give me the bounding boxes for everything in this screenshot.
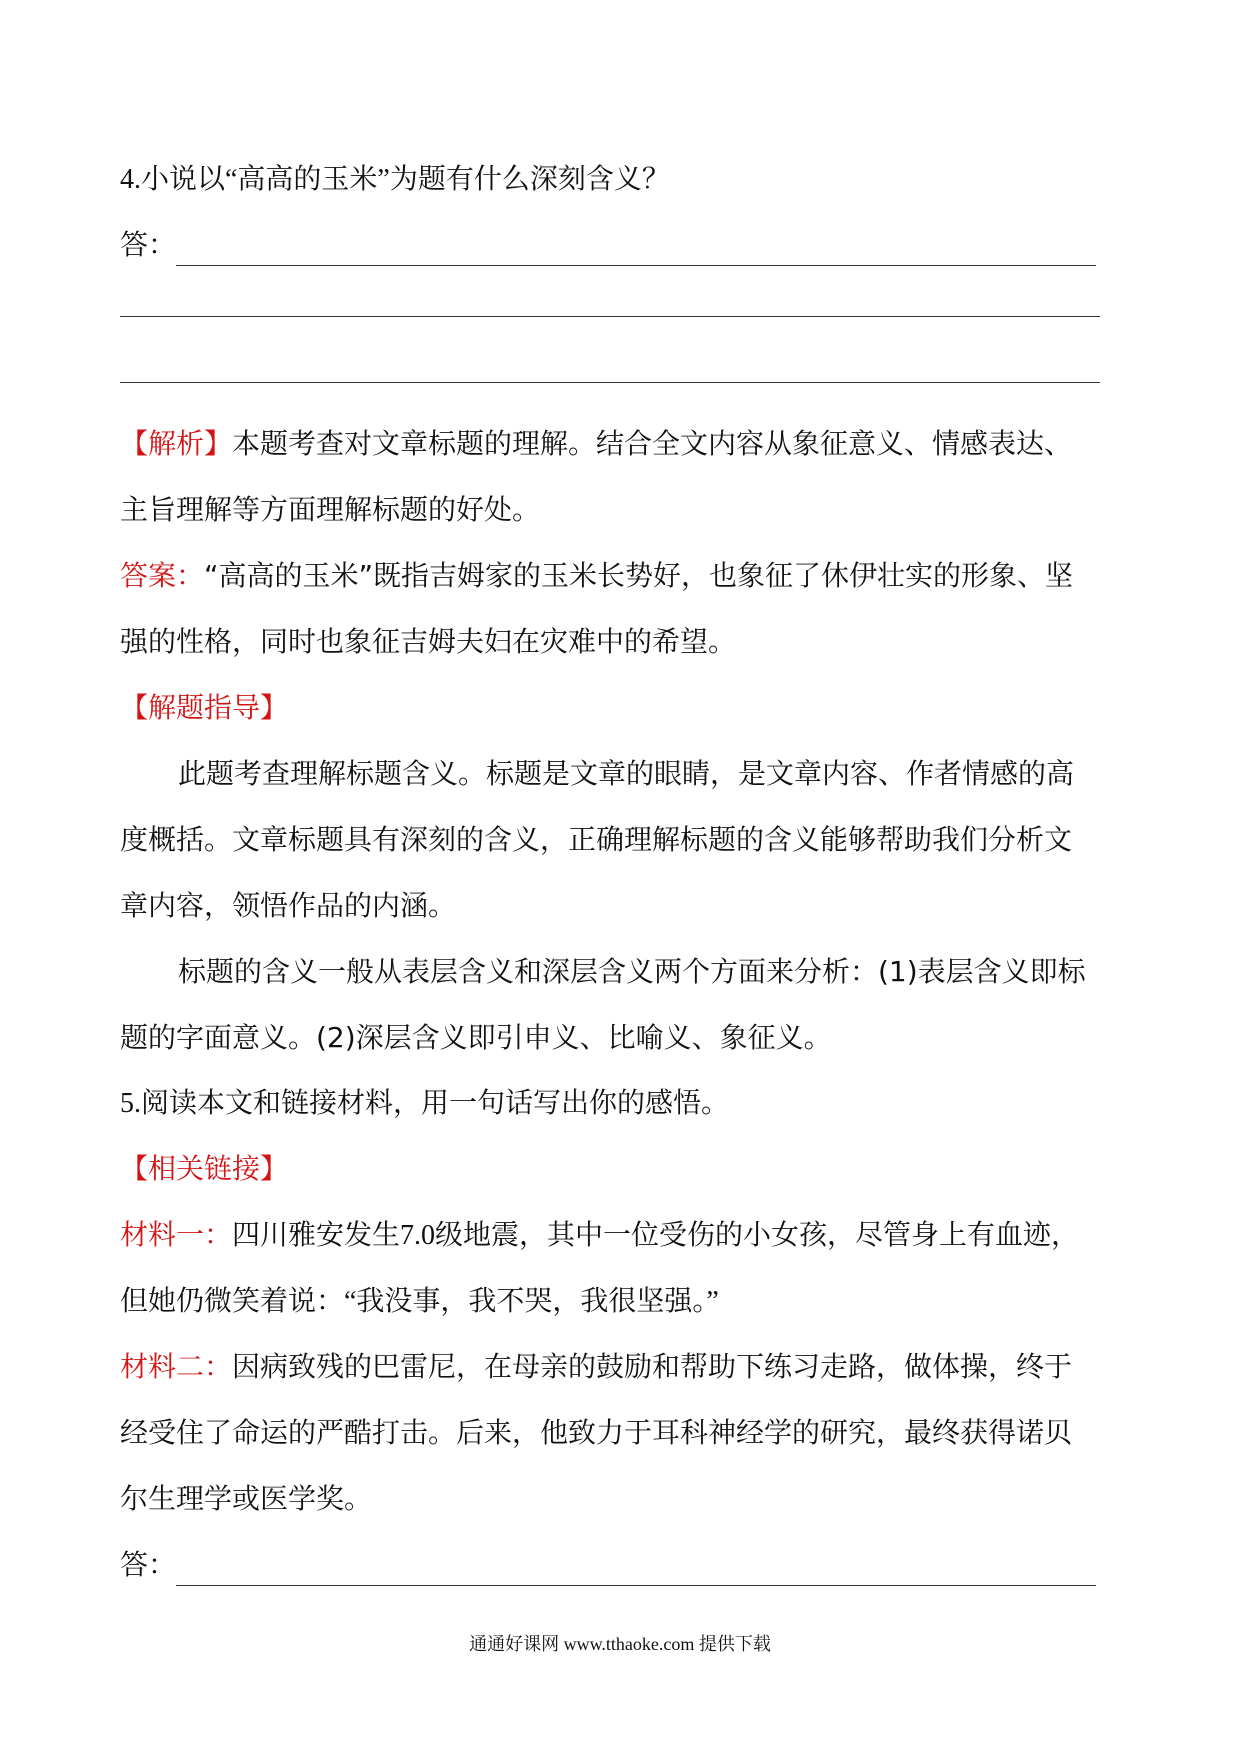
answer-text-line <box>120 556 1130 596</box>
guidance-paragraph-line: 此题考查理解标题含义。标题是文章的眼睛，是文章内容、作者情感的高 <box>178 757 1075 790</box>
answer-text-line: 强的性格，同时也象征吉姆夫妇在灾难中的希望。 <box>120 625 737 658</box>
question-4: 4.小说以“高高的玉米”为题有什么深刻含义？ <box>120 164 670 195</box>
question-5: 5.阅读本文和链接材料，用一句话写出你的感悟。 <box>120 1088 730 1119</box>
material-1-label: 材料一： <box>120 1220 233 1251</box>
guidance-paragraph-line: 题的字面意义。(2)深层含义即引申义、比喻义、象征义。 <box>120 1021 832 1054</box>
guidance-paragraph-line: 章内容，领悟作品的内涵。 <box>120 889 457 922</box>
answer-text: “高高的玉米”既指吉姆家的玉米长势好，也象征了休伊壮实的形象、坚 <box>204 559 1074 592</box>
answer-line-1 <box>120 226 1130 266</box>
material-2-text: 因病致残的巴雷尼，在母亲的鼓励和帮助下练习走路，做体操，终于 <box>232 1352 1073 1383</box>
material-1-line: 但她仍微笑着说：“我没事，我不哭，我很坚强。” <box>120 1286 719 1317</box>
page-footer: 通通好课网 www.tthaoke.com 提供下载 <box>469 1634 771 1654</box>
analysis-tag: 【解析】 <box>120 427 233 460</box>
answer-blank[interactable] <box>176 239 1096 266</box>
material-2-line <box>120 1348 1130 1388</box>
material-1-line <box>120 1216 1130 1256</box>
material-2-line: 经受住了命运的严酷打击。后来，他致力于耳科神经学的研究，最终获得诺贝 <box>120 1418 1073 1449</box>
guidance-heading: 【解题指导】 <box>120 691 289 724</box>
guidance-paragraph-line: 度概括。文章标题具有深刻的含义，正确理解标题的含义能够帮助我们分析文 <box>120 823 1073 856</box>
answer-label: 答： <box>120 1550 177 1581</box>
analysis-line: 主旨理解等方面理解标题的好处。 <box>120 493 541 526</box>
analysis-line <box>120 424 1130 464</box>
analysis-text: 本题考查对文章标题的理解。结合全文内容从象征意义、情感表达、 <box>232 427 1073 460</box>
answer-tag: 答案： <box>120 559 205 592</box>
answer-line-q5 <box>120 1546 1130 1586</box>
related-link-heading: 【相关链接】 <box>120 1154 289 1185</box>
material-1-text: 四川雅安发生7.0级地震，其中一位受伤的小女孩，尽管身上有血迹， <box>232 1220 1080 1251</box>
material-2-line: 尔生理学或医学奖。 <box>120 1484 373 1515</box>
guidance-paragraph-line: 标题的含义一般从表层含义和深层含义两个方面来分析：(1)表层含义即标 <box>178 955 1086 988</box>
material-2-label: 材料二： <box>120 1352 233 1383</box>
answer-blank[interactable] <box>120 382 1100 383</box>
answer-label: 答： <box>120 230 177 261</box>
answer-blank[interactable] <box>176 1559 1096 1586</box>
answer-blank[interactable] <box>120 316 1100 317</box>
